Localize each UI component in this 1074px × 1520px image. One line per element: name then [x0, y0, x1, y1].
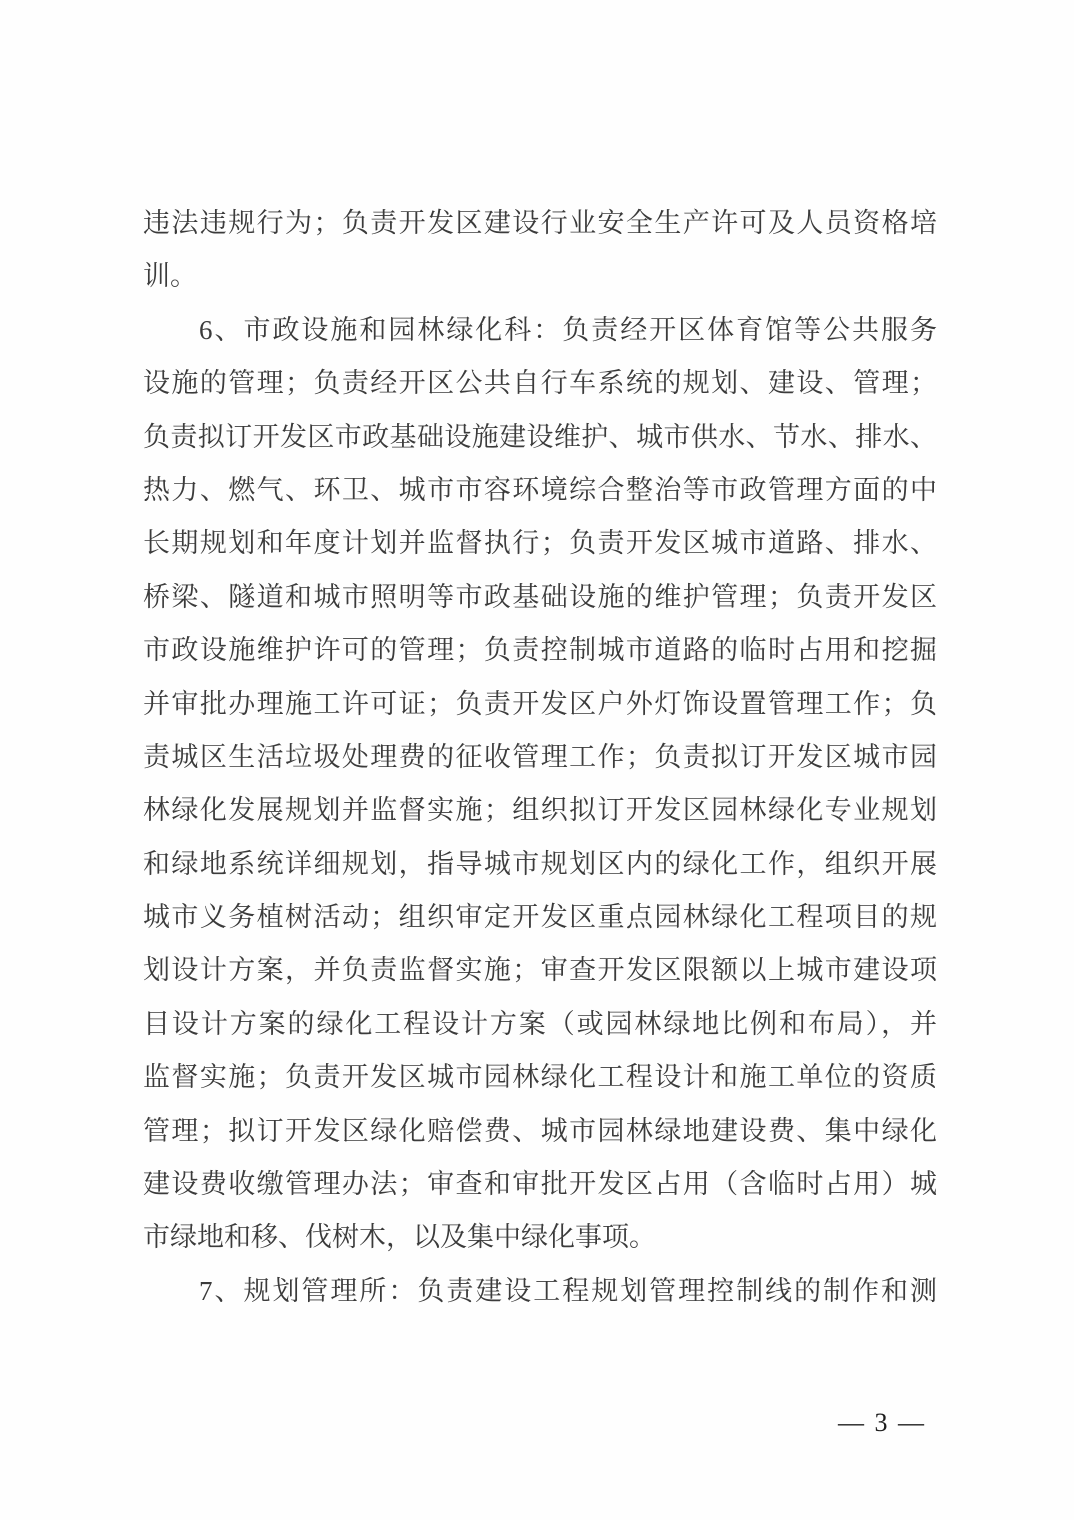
text-line: 城市义务植树活动；组织审定开发区重点园林绿化工程项目的规: [143, 902, 937, 933]
text-line: 设施的管理；负责经开区公共自行车系统的规划、建设、管理；: [143, 368, 937, 399]
text-line: 林绿化发展规划并监督实施；组织拟订开发区园林绿化专业规划: [143, 795, 937, 826]
text-line: 7、规划管理所：负责建设工程规划管理控制线的制作和测: [199, 1275, 937, 1306]
text-line: 管理；拟订开发区绿化赔偿费、城市园林绿地建设费、集中绿化: [143, 1115, 937, 1146]
paragraph: [143, 304, 937, 1265]
text-line: 监督实施；负责开发区城市园林绿化工程设计和施工单位的资质: [143, 1062, 937, 1093]
text-line: 桥梁、隧道和城市照明等市政基础设施的维护管理；负责开发区: [143, 581, 937, 612]
text-line: 负责拟订开发区市政基础设施建设维护、城市供水、节水、排水、: [143, 421, 937, 452]
text-line: 6、市政设施和园林绿化科：负责经开区体育馆等公共服务: [199, 314, 937, 345]
paragraph: [143, 197, 937, 304]
text-line: 划设计方案，并负责监督实施；审查开发区限额以上城市建设项: [143, 955, 937, 986]
text-line: 和绿地系统详细规划，指导城市规划区内的绿化工作，组织开展: [143, 848, 937, 879]
text-line: 建设费收缴管理办法；审查和审批开发区占用（含临时占用）城: [143, 1169, 937, 1200]
text-line: 市政设施维护许可的管理；负责控制城市道路的临时占用和挖掘: [143, 635, 937, 666]
paragraph: [143, 1265, 937, 1318]
text-line: 责城区生活垃圾处理费的征收管理工作；负责拟订开发区城市园: [143, 741, 937, 772]
text-line: 并审批办理施工许可证；负责开发区户外灯饰设置管理工作；负: [143, 688, 937, 719]
text-line: 训。: [143, 261, 197, 292]
text-line: 违法违规行为；负责开发区建设行业安全生产许可及人员资格培: [143, 208, 937, 238]
text-line: 市绿地和移、伐树木，以及集中绿化事项。: [143, 1222, 656, 1253]
text-line: 目设计方案的绿化工程设计方案（或园林绿地比例和布局），并: [143, 1008, 937, 1039]
document-body: [143, 197, 937, 1318]
text-line: 热力、燃气、环卫、城市市容环境综合整治等市政管理方面的中: [143, 474, 937, 505]
text-line: 长期规划和年度计划并监督执行；负责开发区城市道路、排水、: [143, 528, 937, 559]
page-number: — 3 —: [838, 1408, 926, 1437]
